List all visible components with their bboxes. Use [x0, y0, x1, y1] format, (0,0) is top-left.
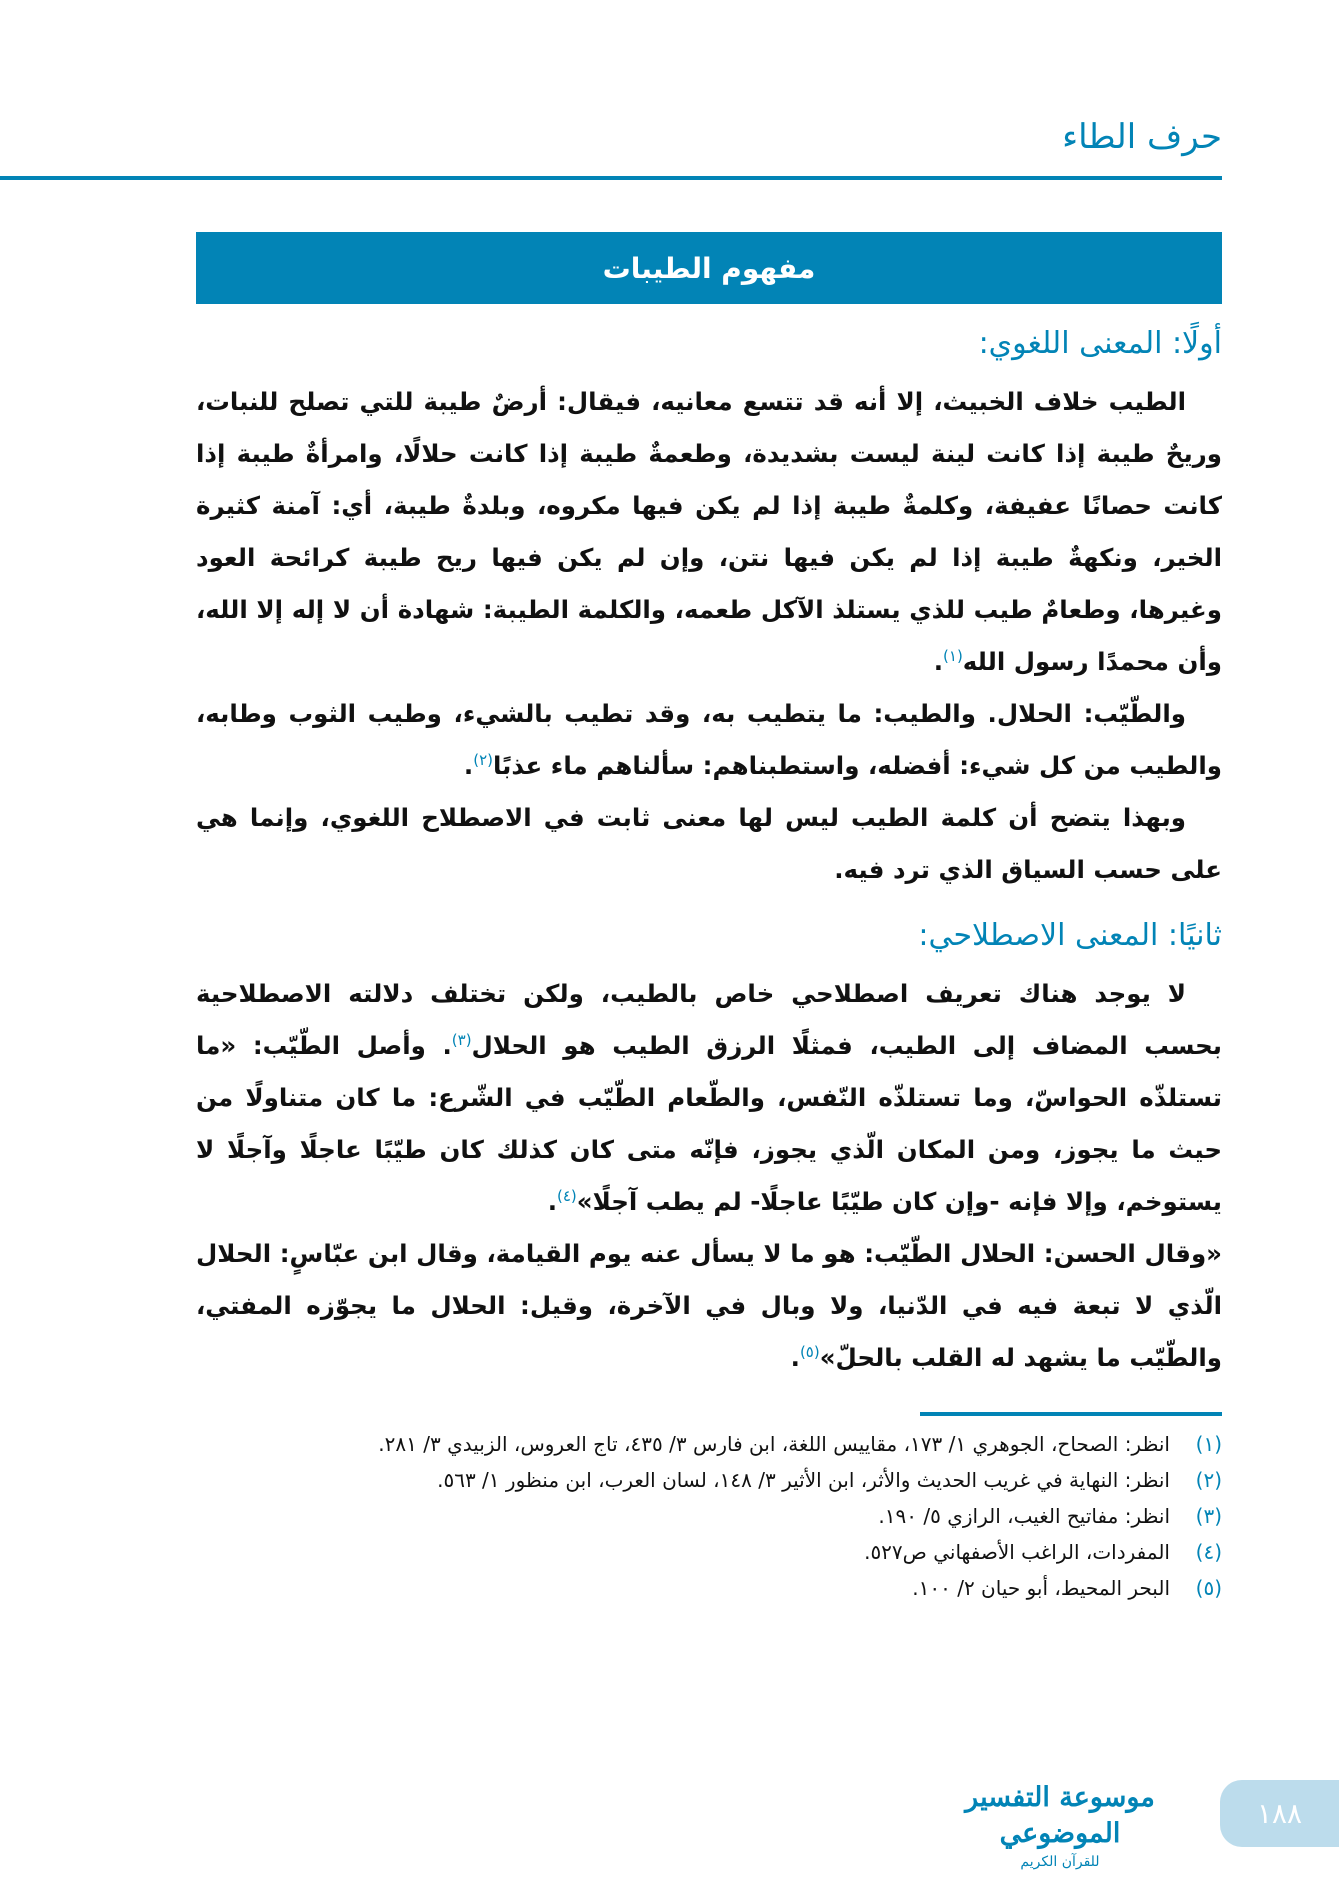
banner-title: مفهوم الطيبات	[602, 251, 816, 285]
paragraph-text: والطّيّب: الحلال. والطيب: ما يتطيب به، وقد تطيب بالشيء، وطيب الثوب وطابه، والطيب من كل شيء: أفضله، واستطبناهم: سألناهم ماء عذبًا	[196, 699, 1222, 780]
footnote	[196, 1570, 1222, 1606]
header-rule	[0, 176, 1222, 180]
footnote-ref[interactable]: (١)	[943, 646, 963, 665]
footnote-number: (١)	[1195, 1432, 1222, 1456]
footnote-text: البحر المحيط، أبو حيان ٢/ ١٠٠.	[912, 1576, 1170, 1600]
footnote-text: انظر: مفاتيح الغيب، الرازي ٥/ ١٩٠.	[878, 1504, 1170, 1528]
section-terminological-body	[196, 968, 1222, 1384]
paragraph-text: وبهذا يتضح أن كلمة الطيب ليس لها معنى ثابت في الاصطلاح اللغوي، وإنما هي على حسب السياق الذي ترد فيه.	[196, 803, 1222, 884]
footnote-number: (٢)	[1195, 1468, 1222, 1492]
paragraph-text: الطيب خلاف الخبيث، إلا أنه قد تتسع معانيه، فيقال: أرضٌ طيبة للتي تصلح للنبات، وريحٌ طيبة إذا كانت لينة ليست بشديدة، وطعمةٌ طيبة إذا كانت حلالًا، وامرأةٌ طيبة إذا كانت حصانًا عفيفة، وكلمةٌ طيبة إذا لم يكن فيها مكروه، وبلدةٌ طيبة، أي: آمنة كثيرة الخير، ونكهةٌ طيبة إذا لم يكن فيها نتن، وإن لم يكن فيها ريح طيبة كرائحة العود وغيرها، وطعامٌ طيب للذي يستلذ الآكل طعمه، والكلمة الطيبة: شهادة أن لا إله إلا الله، وأن محمدًا رسول الله	[196, 387, 1222, 676]
footnote-ref[interactable]: (٢)	[473, 750, 493, 769]
chapter-banner	[196, 232, 1222, 304]
paragraph-text: «وقال الحسن: الحلال الطّيّب: هو ما لا يسأل عنه يوم القيامة، وقال ابن عبّاسٍ: الحلال الّذي لا تبعة فيه في الدّنيا، ولا وبال في الآخرة، وقيل: الحلال ما يجوّزه المفتي، والطّيّب ما يشهد له القلب بالحلّ»	[196, 1239, 1222, 1372]
footnote	[196, 1534, 1222, 1570]
footnote-text: المفردات، الراغب الأصفهاني ص٥٢٧.	[864, 1540, 1170, 1564]
footnote	[196, 1462, 1222, 1498]
footnote	[196, 1498, 1222, 1534]
punctuation: .	[463, 751, 474, 780]
footnote-number: (٥)	[1195, 1576, 1222, 1600]
punctuation: .	[790, 1343, 800, 1372]
footnote-number: (٣)	[1195, 1504, 1222, 1528]
logo-title: موسوعة التفسير الموضوعي	[965, 1782, 1155, 1849]
footnote-rule	[920, 1412, 1222, 1416]
section-heading-linguistic: أولًا: المعنى اللغوي:	[978, 326, 1222, 361]
paragraph	[196, 688, 1222, 792]
paragraph-text: . وأصل الطّيّب: «ما تستلذّه الحواسّ، وما تستلذّه النّفس، والطّعام الطّيّب في الشّرع: ما كان متناولًا من حيث ما يجوز، ومن المكان الّذي يجوز، فإنّه متى كان كذلك كان طيّبًا عاجلًا وآجلًا لا يستوخم، وإلا فإنه -وإن كان طيّبًا عاجلًا- لم يطب آجلًا»	[196, 1031, 1222, 1216]
paragraph	[196, 968, 1222, 1228]
logo-subtitle: للقرآن الكريم	[1020, 1854, 1100, 1870]
footnote-ref[interactable]: (٤)	[557, 1186, 577, 1205]
punctuation: .	[547, 1187, 557, 1216]
page-footer	[0, 1760, 1339, 1870]
section-heading-terminological: ثانيًا: المعنى الاصطلاحي:	[918, 918, 1222, 953]
footnote-text: انظر: النهاية في غريب الحديث والأثر، ابن الأثير ٣/ ١٤٨، لسان العرب، ابن منظور ١/ ٥٦٣.	[437, 1468, 1170, 1492]
punctuation: .	[933, 647, 944, 676]
footnote-ref[interactable]: (٣)	[451, 1030, 472, 1049]
paragraph	[196, 376, 1222, 688]
footnote-rule-row	[196, 1384, 1222, 1416]
paragraph	[196, 1228, 1222, 1384]
paragraph	[196, 792, 1222, 896]
encyclopedia-logo	[935, 1780, 1185, 1872]
footnote-text: انظر: الصحاح، الجوهري ١/ ١٧٣، مقاييس اللغة، ابن فارس ٣/ ٤٣٥، تاج العروس، الزبيدي ٣/ ٢٨١.	[378, 1432, 1170, 1456]
paragraph-text: لا يوجد هناك تعريف اصطلاحي خاص بالطيب، ولكن تختلف دلالته الاصطلاحية بحسب المضاف إلى الطيب، فمثلًا الرزق الطيب هو الحلال	[196, 979, 1222, 1060]
page-number: ١٨٨	[1220, 1780, 1339, 1847]
section-linguistic-body	[196, 376, 1222, 896]
footnote-number: (٤)	[1195, 1540, 1222, 1564]
footnote-ref[interactable]: (٥)	[799, 1342, 820, 1361]
footnotes	[196, 1426, 1222, 1606]
running-head: حرف الطاء	[1062, 117, 1222, 157]
footnote	[196, 1426, 1222, 1462]
